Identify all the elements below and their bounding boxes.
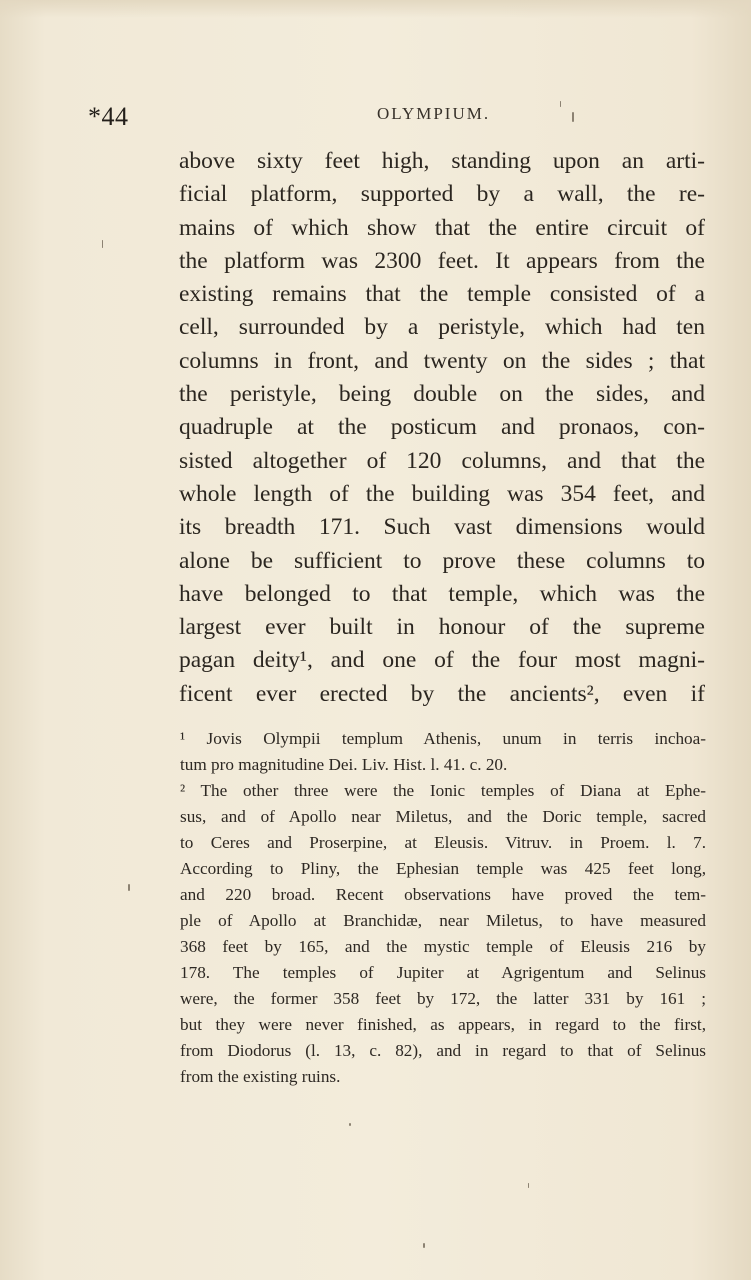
text-line: cell, surrounded by a peristyle, which had ten	[179, 314, 705, 341]
footnote-line: were, the former 358 feet by 172, the latter 331 by 161 ;	[180, 989, 706, 1008]
paper-speck	[572, 112, 574, 122]
page-edge-shading	[0, 0, 751, 18]
text-line: ficent ever erected by the ancients², even if	[179, 680, 705, 707]
text-line: its breadth 171. Such vast dimensions would	[179, 514, 705, 541]
paper-speck	[528, 1183, 529, 1188]
footnote-line: sus, and of Apollo near Miletus, and the Doric temple, sacred	[180, 807, 706, 826]
footnotes	[180, 726, 706, 1090]
paper-speck	[349, 1123, 351, 1126]
text-line: have belonged to that temple, which was the	[179, 580, 705, 607]
text-line: quadruple at the posticum and pronaos, con-	[179, 414, 705, 441]
footnote-line: ple of Apollo at Branchidæ, near Miletus, to have measured	[180, 911, 706, 930]
footnote-line: from Diodorus (l. 13, c. 82), and in regard to that of Selinus	[180, 1041, 706, 1060]
text-line: pagan deity¹, and one of the four most magni-	[179, 647, 705, 674]
text-line: ficial platform, supported by a wall, the re-	[179, 181, 705, 208]
text-line: columns in front, and twenty on the sides ; that	[179, 347, 705, 374]
footnote-line: 178. The temples of Jupiter at Agrigentum and Selinus	[180, 963, 706, 982]
text-line: existing remains that the temple consisted of a	[179, 281, 705, 308]
paper-speck	[128, 884, 130, 891]
paper-speck	[423, 1243, 425, 1248]
text-line: whole length of the building was 354 feet, and	[179, 480, 705, 507]
footnote-line: ¹ Jovis Olympii templum Athenis, unum in terris inchoa-	[180, 729, 706, 748]
main-text	[179, 145, 705, 711]
footnote-line: and 220 broad. Recent observations have proved the tem-	[180, 885, 706, 904]
paper-speck	[560, 101, 561, 107]
footnote-line: According to Pliny, the Ephesian temple was 425 feet long,	[180, 859, 706, 878]
paper-speck	[102, 240, 103, 248]
text-line: sisted altogether of 120 columns, and that the	[179, 447, 705, 474]
text-line: largest ever built in honour of the supreme	[179, 614, 705, 641]
text-line: the peristyle, being double on the sides, and	[179, 381, 705, 408]
text-line: mains of which show that the entire circuit of	[179, 214, 705, 241]
text-line: alone be sufficient to prove these columns to	[179, 547, 705, 574]
footnote-line: from the existing ruins.	[180, 1067, 341, 1086]
running-head: OLYMPIUM.	[377, 104, 491, 123]
footnote-line: ² The other three were the Ionic temples of Diana at Ephe-	[180, 781, 706, 800]
page-number: *44	[88, 102, 129, 131]
text-line: above sixty feet high, standing upon an arti-	[179, 148, 705, 174]
footnote-line: but they were never finished, as appears, in regard to the first,	[180, 1015, 706, 1034]
footnote-line: 368 feet by 165, and the mystic temple of Eleusis 216 by	[180, 937, 706, 956]
text-line: the platform was 2300 feet. It appears from the	[179, 247, 705, 274]
footnote-line: to Ceres and Proserpine, at Eleusis. Vitruv. in Proem. l. 7.	[180, 833, 706, 852]
footnote-line: tum pro magnitudine Dei. Liv. Hist. l. 41. c. 20.	[180, 755, 508, 774]
